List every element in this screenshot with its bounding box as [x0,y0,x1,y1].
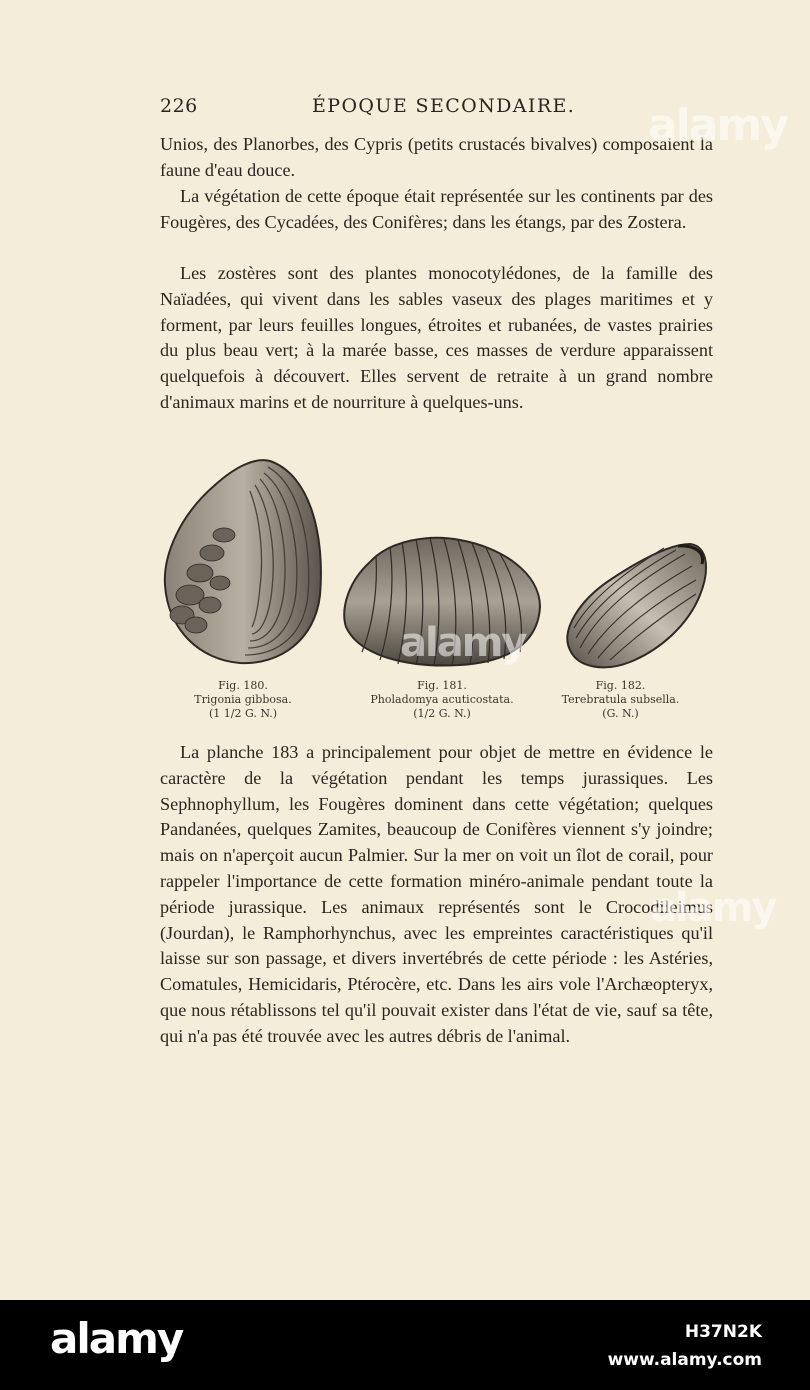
figure-182-terebratula-illustration [560,540,710,672]
paragraph-3 [160,261,713,416]
figure-182-caption [548,679,693,721]
page-header [160,95,713,125]
figure-181-species: Pholadomya acuticostata. [370,693,514,706]
image-code: H37N2K [684,1322,762,1342]
watermark-middle: alamy [400,620,526,666]
figure-181-caption [352,679,532,721]
paragraph-2 [160,184,713,236]
figure-182-species: Terebratula subsella. [561,693,680,706]
figure-181-scale: (1/2 G. N.) [413,707,471,720]
watermark-top: alamy [648,100,787,151]
stock-footer-bar [0,1300,810,1390]
alamy-logo: alamy [50,1314,183,1363]
figure-181-number: Fig. 181. [417,679,467,692]
paragraph-4-text: La planche 183 a principalement pour objet de mettre en évidence le caractère de la végétation pendant les temps jurassiques. Les Sephnophyllum, les Fougères dominent dans cette végétation; quelques Pandanées, quelques Zamites, beaucoup de Conifères viennent s'y joindre; mais on n'aperçoit aucun Palmier. Sur la mer on voit un îlot de corail, pour rappeler l'importance de cette formation minéro-animale pendant toute la période jurassique. Les animaux représentés sont le Crocodileimus (Jourdan), le Ramphorhynchus, avec les empreintes caractéristiques qu'il laisse sur son passage, et divers invertébrés de cette période : les Astéries, Comatules, Hemicidaris, Ptérocère, etc. Dans les airs vole l'Archæopteryx, que nous rétablissons tel qu'il pouvait exister dans l'état de vie, sauf sa tête, qui n'a pas été trouvée avec les autres débris de l'animal. [160,742,713,1046]
site-url[interactable]: www.alamy.com [607,1350,762,1370]
watermark-right: alamy [650,885,776,931]
paragraph-1: Unios, des Planorbes, des Cypris (petits crustacés bivalves) composaient la faune d'eau douce. [160,134,713,180]
figure-180-caption [178,679,308,721]
figure-180-species: Trigonia gibbosa. [194,693,292,706]
figure-182-scale: (G. N.) [602,707,639,720]
figure-180-number: Fig. 180. [218,679,268,692]
paragraph-4 [160,740,713,1050]
page-number: 226 [160,95,198,117]
running-title: ÉPOQUE SECONDAIRE. [312,95,576,117]
paragraph-3-text: Les zostères sont des plantes monocotylédones, de la famille des Naïadées, qui vivent dans les sables vaseux des plages maritimes et y forment, par leurs feuilles longues, étroites et rubanées, de vastes prairies du plus beau vert; à la marée basse, ces masses de verdure apparaissent quelquefois à découvert. Elles servent de retraite à un grand nombre d'animaux marins et de nourriture à quelques-uns. [160,263,713,412]
figure-180-trigonia-illustration [160,455,328,670]
paragraph-2-text: La végétation de cette époque était représentée sur les continents par des Fougères, des Cycadées, des Conifères; dans les étangs, par des Zostera. [160,186,713,232]
figure-182-number: Fig. 182. [595,679,646,692]
figure-180-scale: (1 1/2 G. N.) [208,707,278,720]
